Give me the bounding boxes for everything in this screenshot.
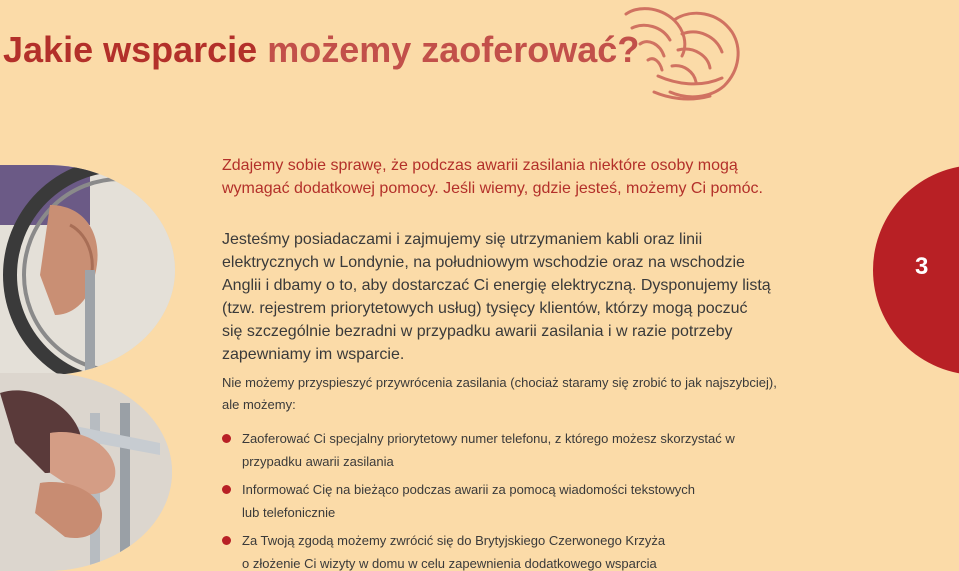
page-title-bold: Jakie wsparcie	[3, 29, 258, 70]
intro-line: Zdajemy sobie sprawę, że podczas awarii zasilania niektóre osoby mogą	[222, 157, 738, 174]
wheelchair-hand-photo	[0, 165, 175, 375]
list-item-line: przypadku awarii zasilania	[242, 454, 394, 469]
bullet-icon	[222, 434, 231, 443]
list-item-line: Za Twoją zgodą możemy zwrócić się do Brytyjskiego Czerwonego Krzyża	[242, 533, 666, 548]
lead-line: Anglii i dbamy o to, aby dostarczać Ci energię elektryczną. Dysponujemy listą	[222, 277, 771, 294]
page-number: 3	[915, 253, 929, 280]
lead-line: się szczególnie bezradni w przypadku awarii zasilania i w razie potrzeby	[222, 323, 733, 340]
support-intro-line: Nie możemy przyspieszyć przywrócenia zasilania (chociaż staramy się zrobić to jak najszybciej),	[222, 375, 777, 390]
lead-line: (tzw. rejestrem priorytetowych usług) tysięcy klientów, którzy mogą poczuć	[222, 300, 748, 317]
bullet-icon	[222, 536, 231, 545]
list-item	[222, 478, 822, 524]
lead-paragraph	[222, 228, 832, 366]
bullet-icon	[222, 485, 231, 494]
intro-line: wymagać dodatkowej pomocy. Jeśli wiemy, gdzie jesteś, możemy Ci pomóc.	[222, 180, 763, 197]
list-item	[222, 529, 822, 571]
list-item-line: Zaoferować Ci specjalny priorytetowy numer telefonu, z którego możesz skorzystać w	[242, 431, 735, 446]
page-title-light: możemy zaoferować?	[267, 29, 640, 70]
support-intro-paragraph	[222, 372, 832, 416]
intro-paragraph	[222, 154, 842, 200]
list-item-line: lub telefonicznie	[242, 505, 336, 520]
page-number-badge	[873, 165, 959, 375]
walker-hands-photo	[0, 373, 172, 571]
support-intro-line: ale możemy:	[222, 397, 296, 412]
lead-line: elektrycznych w Londynie, na południowym wschodzie oraz na wschodzie	[222, 254, 745, 271]
list-item-line: o złożenie Ci wizyty w domu w celu zapewnienia dodatkowego wsparcia	[242, 556, 657, 571]
lead-line: Jesteśmy posiadaczami i zajmujemy się utrzymaniem kabli oraz linii	[222, 231, 703, 248]
support-list	[222, 427, 822, 571]
hands-logo-icon	[618, 4, 750, 102]
list-item-line: Informować Cię na bieżąco podczas awarii za pomocą wiadomości tekstowych	[242, 482, 696, 497]
list-item	[222, 427, 822, 473]
lead-line: zapewniamy im wsparcie.	[222, 346, 405, 363]
page-title	[3, 28, 639, 72]
